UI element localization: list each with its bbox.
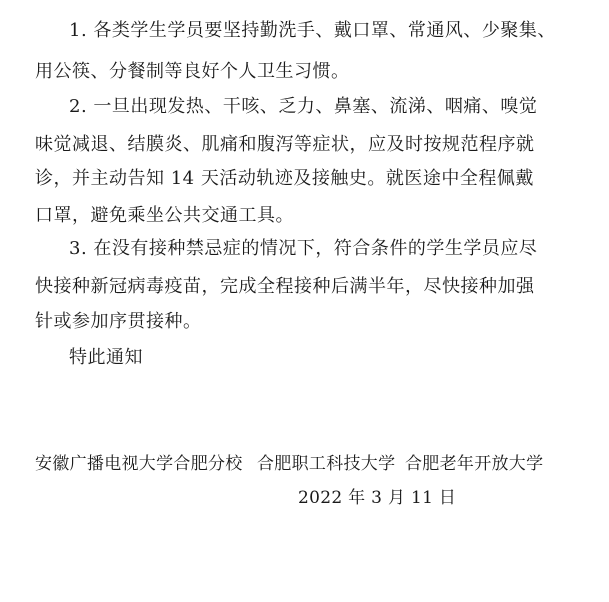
closing-line: 特此通知 [69, 347, 143, 368]
para-3-line-1: 3. 在没有接种禁忌症的情况下，符合条件的学生学员应尽 [69, 238, 538, 259]
para-3-line-2: 快接种新冠病毒疫苗，完成全程接种后满半年，尽快接种加强 [35, 276, 535, 297]
para-2-line-4: 口罩，避免乘坐公共交通工具。 [35, 205, 294, 226]
para-2-line-3: 诊，并主动告知 14 天活动轨迹及接触史。就医途中全程佩戴 [35, 168, 534, 189]
signatory-1: 安徽广播电视大学合肥分校 [35, 454, 243, 474]
signatory-3: 合肥老年开放大学 [405, 454, 544, 474]
para-2-line-1: 2. 一旦出现发热、干咳、乏力、鼻塞、流涕、咽痛、嗅觉 [69, 96, 538, 117]
issue-date: 2022 年 3 月 11 日 [298, 488, 457, 508]
signatory-2: 合肥职工科技大学 [257, 454, 396, 474]
para-1-line-2: 用公筷、分餐制等良好个人卫生习惯。 [35, 61, 350, 82]
para-2-line-2: 味觉减退、结膜炎、肌痛和腹泻等症状，应及时按规范程序就 [35, 134, 535, 155]
para-3-line-3: 针或参加序贯接种。 [35, 311, 202, 332]
para-1-line-1: 1. 各类学生学员要坚持勤洗手、戴口罩、常通风、少聚集、 [69, 20, 556, 41]
